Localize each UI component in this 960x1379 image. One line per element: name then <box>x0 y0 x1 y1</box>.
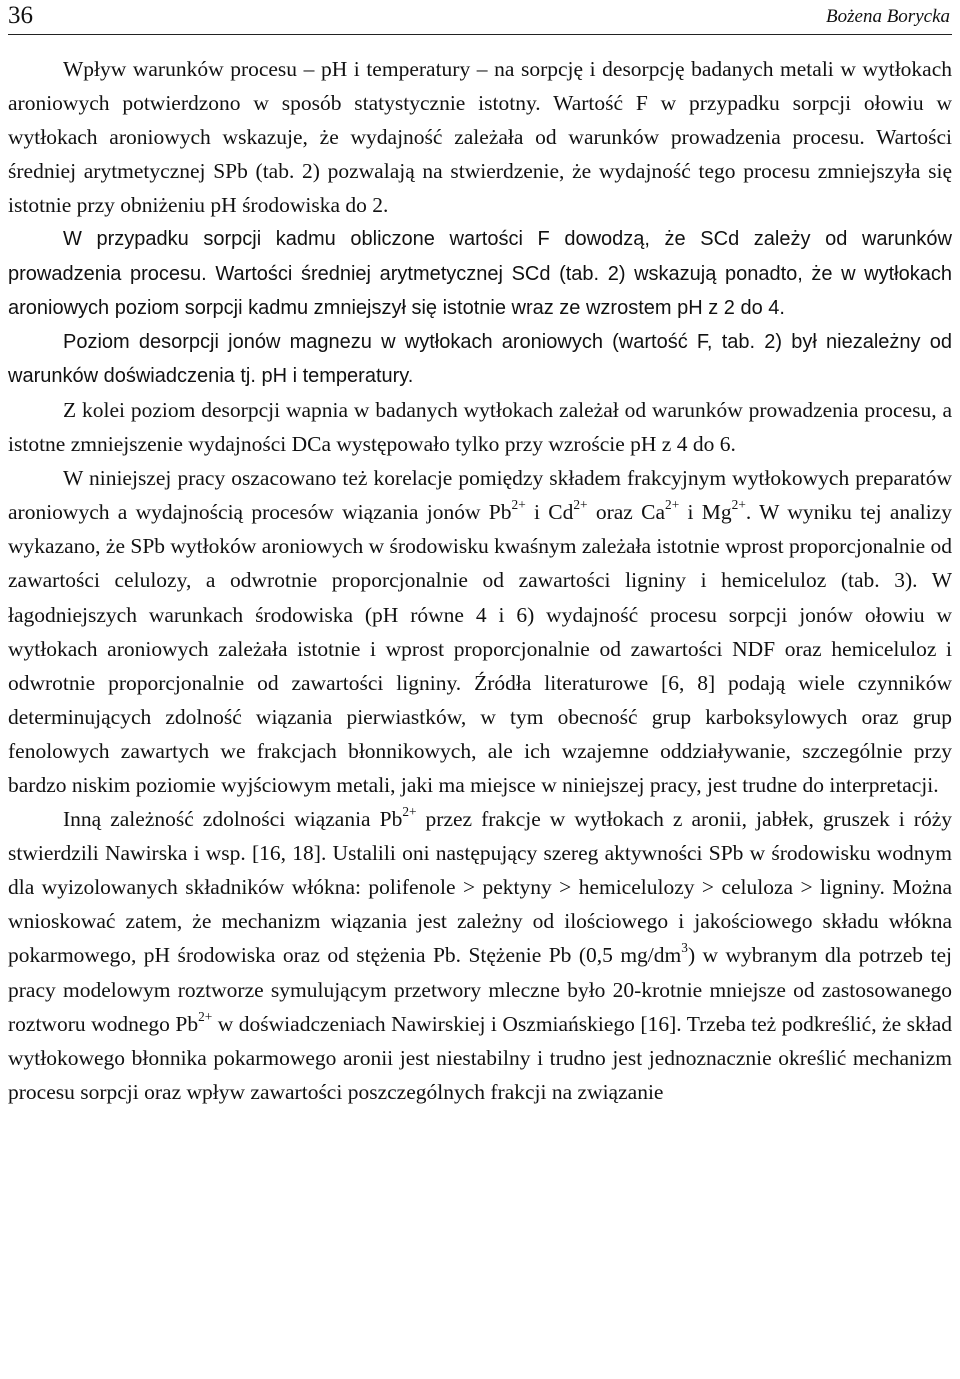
paragraph-text: W przypadku sorpcji kadmu obliczone wartości F dowodzą, że SCd zależy od warunków prowadzenia procesu. Wartości średniej arytmetycznej SCd (tab. 2) wskazują ponadto, że w wytłokach aroniowych poziom sorpcji kadmu zmniejszył się istotnie wraz ze wzrostem pH z 2 do 4. <box>8 228 952 319</box>
paragraph-text: Z kolei poziom desorpcji wapnia w badanych wytłokach zależał od warunków prowadzenia procesu, a istotne zmniejszenie wydajności DCa występowało tylko przy wzroście pH z 4 do 6. <box>8 397 952 457</box>
paragraph-text: oraz Ca <box>587 500 666 525</box>
paragraph-text: i Mg <box>679 500 732 525</box>
paragraph-correlations <box>8 461 952 802</box>
paragraph-text: i Cd <box>525 500 574 525</box>
ion-charge-superscript: 2+ <box>573 497 588 513</box>
paragraph-cadmium-sorption <box>8 222 952 324</box>
paragraph-magnesium-desorption <box>8 325 952 393</box>
paragraph-text: przez frakcje w wytłokach z aronii, jabłek, gruszek i róży stwierdzili Nawirska i wsp. [16, 18]. Ustalili oni następujący szereg aktywności SPb w środowisku wodnym dla wyizolowanych składników włókna: polifenole > pektyny > hemicelulozy > celuloza > ligniny. Można wnioskować zatem, że mechanizm wiązania jest zależny od ilościowego i jakościowego składu włókna pokarmowego, pH środowiska oraz od stężenia Pb. Stężenie Pb (0,5 mg/dm <box>8 807 952 968</box>
paragraph-text: Wpływ warunków procesu – pH i temperatury – na sorpcję i desorpcję badanych metali w wytłokach aroniowych potwierdzono w sposób statystycznie istotny. Wartość F w przypadku sorpcji ołowiu w wytłokach aroniowych wskazuje, że wydajność zależała od warunków prowadzenia procesu. Wartości średniej arytmetycznej SPb (tab. 2) pozwalają na stwierdzenie, że wydajność tego procesu zmniejszyła się istotnie przy obniżeniu pH środowiska do 2. <box>8 57 952 218</box>
body-text <box>8 52 952 1109</box>
ion-charge-superscript: 2+ <box>198 1008 213 1024</box>
ion-charge-superscript: 2+ <box>511 497 526 513</box>
paragraph-text: ) w wybranym dla potrzeb tej pracy modelowym roztworze symulującym przetwory mleczne było 20-krotnie mniejsze od zastosowanego roztworu wodnego Pb <box>8 943 952 1036</box>
paragraph-text: Poziom desorpcji jonów magnezu w wytłokach aroniowych (wartość F, tab. 2) był niezależny od warunków doświadczenia tj. pH i temperatury. <box>8 330 952 387</box>
page-header <box>8 0 952 35</box>
ion-charge-superscript: 2+ <box>665 497 680 513</box>
running-head-author: Bożena Borycka <box>826 6 950 27</box>
paragraph-calcium-desorption <box>8 393 952 461</box>
paragraph-literature-comparison <box>8 802 952 1109</box>
paragraph-text: W niniejszej pracy oszacowano też korelacje pomiędzy składem frakcyjnym wytłokowych preparatów aroniowych a wydajnością procesów wiązania jonów Pb <box>8 466 952 525</box>
ion-charge-superscript: 2+ <box>731 497 746 513</box>
paragraph-text: . W wyniku tej analizy wykazano, że SPb wytłoków aroniowych w środowisku kwaśnym zależała istotnie wprost proporcjonalnie od zawartości celulozy, a odwrotnie proporcjonalnie od zawartości ligniny i hemiceluloz (tab. 3). W łagodniejszych warunkach środowiska (pH równe 4 i 6) wydajność procesu sorpcji jonów ołowiu w wytłokach aroniowych zależała istotnie i wprost proporcjonalnie od zawartości NDF oraz hemiceluloz i odwrotnie proporcjonalnie od zawartości ligniny. Źródła literaturowe [6, 8] podają wiele czynników determinujących zdolność wiązania pierwiastków, w tym obecność grup karboksylowych oraz grup fenolowych zawartych we frakcjach błonnikowych, ale ich wzajemne oddziaływanie, szczególnie przy bardzo niskim poziomie wyjściowym metali, jaki ma miejsce w niniejszej pracy, jest trudne do interpretacji. <box>8 500 953 797</box>
ion-charge-superscript: 2+ <box>402 804 417 820</box>
paragraph-anova-lead <box>8 52 952 222</box>
unit-exponent-superscript: 3 <box>681 940 688 956</box>
paragraph-text: w doświadczeniach Nawirskiej i Oszmiańskiego [16]. Trzeba też podkreślić, że skład wytłokowego błonnika pokarmowego aronii jest niestabilny i trudno jest jednoznacznie określić mechanizm procesu sorpcji oraz wpływ zawartości poszczególnych frakcji na związanie <box>8 1011 952 1104</box>
paragraph-text: Inną zależność zdolności wiązania Pb <box>63 807 403 832</box>
page-number: 36 <box>8 2 33 29</box>
